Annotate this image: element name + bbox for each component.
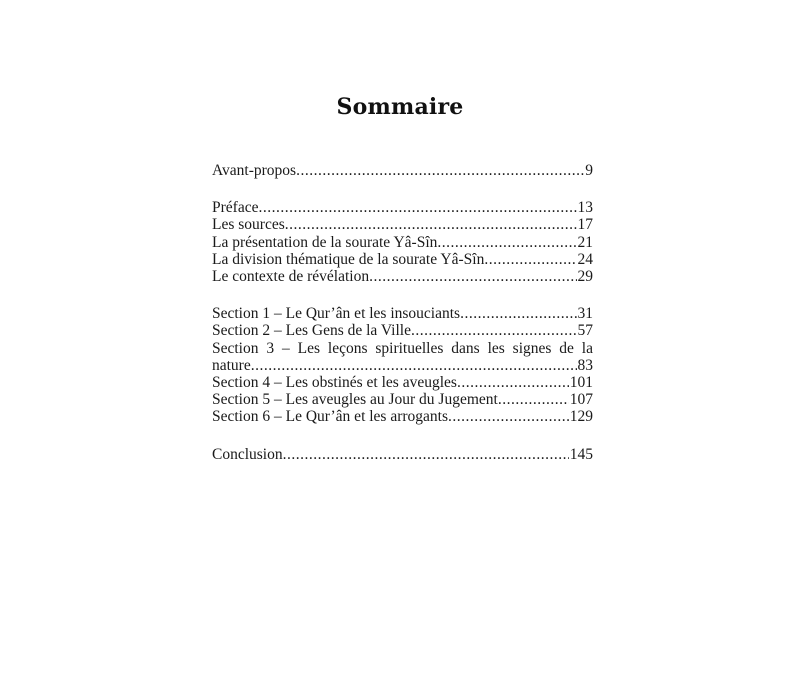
toc-entry-label: Avant-propos [212, 162, 297, 179]
dot-leader [285, 216, 577, 233]
toc-entry-label: Section 5 – Les aveugles au Jour du Jugement [212, 391, 498, 409]
toc-entry-label: Préface [212, 199, 259, 217]
toc-entry-page: 21 [577, 233, 593, 251]
dot-leader [296, 162, 584, 179]
toc-entry-line2 [212, 357, 593, 374]
toc-entry-conclusion[interactable] [212, 446, 593, 463]
toc-entry-division[interactable] [212, 251, 593, 268]
toc-entry-page: 13 [577, 199, 593, 217]
toc-entry-page: 107 [569, 391, 593, 409]
toc-entry-section-3[interactable] [212, 340, 593, 374]
toc-entry-section-1[interactable] [212, 305, 593, 322]
toc-group-sections [212, 305, 593, 425]
toc-entry-label: Section 1 – Le Qur’ân et les insouciants [212, 305, 461, 323]
toc-entry-label: Le contexte de révélation [212, 268, 370, 286]
toc-entry-presentation[interactable] [212, 234, 593, 251]
toc-entry-section-5[interactable] [212, 391, 593, 408]
toc-group-preliminaries [212, 199, 593, 285]
dot-leader [498, 391, 569, 408]
toc-entry-page: 31 [577, 305, 593, 323]
dot-leader [251, 357, 577, 374]
toc-entry-label: Les sources [212, 216, 285, 234]
toc-entry-page: 145 [569, 445, 593, 463]
toc-entry-label: Section 2 – Les Gens de la Ville [212, 322, 411, 340]
page-title: Sommaire [336, 94, 464, 120]
toc-entry-label: Section 6 – Le Qur’ân et les arrogants [212, 408, 449, 426]
dot-leader [457, 374, 569, 391]
toc-entry-label-line2: nature [212, 356, 251, 374]
dot-leader [484, 251, 576, 268]
toc-entry-page: 129 [569, 408, 593, 426]
table-of-contents [212, 162, 593, 463]
toc-group-intro [212, 162, 593, 179]
dot-leader [369, 268, 576, 285]
toc-entry-sources[interactable] [212, 216, 593, 233]
toc-entry-section-4[interactable] [212, 374, 593, 391]
dot-leader [460, 305, 576, 322]
dot-leader [437, 234, 576, 251]
toc-entry-page: 101 [569, 374, 593, 392]
toc-entry-page: 24 [577, 250, 593, 268]
toc-entry-avant-propos[interactable] [212, 162, 593, 179]
toc-group-conclusion [212, 446, 593, 463]
dot-leader [283, 446, 569, 463]
toc-entry-preface[interactable] [212, 199, 593, 216]
dot-leader [448, 408, 569, 425]
toc-entry-section-2[interactable] [212, 322, 593, 339]
toc-entry-page: 9 [585, 162, 593, 179]
toc-entry-contexte[interactable] [212, 268, 593, 285]
toc-entry-page: 29 [577, 268, 593, 286]
toc-entry-label: La division thématique de la sourate Yâ-Sîn [212, 250, 485, 268]
toc-entry-page: 57 [577, 322, 593, 340]
toc-entry-page: 17 [577, 216, 593, 234]
toc-entry-label: Conclusion [212, 445, 283, 463]
toc-entry-label: Section 4 – Les obstinés et les aveugles [212, 374, 457, 392]
toc-entry-label: La présentation de la sourate Yâ-Sîn [212, 233, 438, 251]
dot-leader [411, 322, 577, 339]
dot-leader [258, 199, 576, 216]
toc-entry-page: 83 [577, 356, 593, 374]
toc-entry-label-line1: Section 3 – Les leçons spirituelles dans les signes de la [212, 339, 593, 357]
toc-entry-section-6[interactable] [212, 408, 593, 425]
